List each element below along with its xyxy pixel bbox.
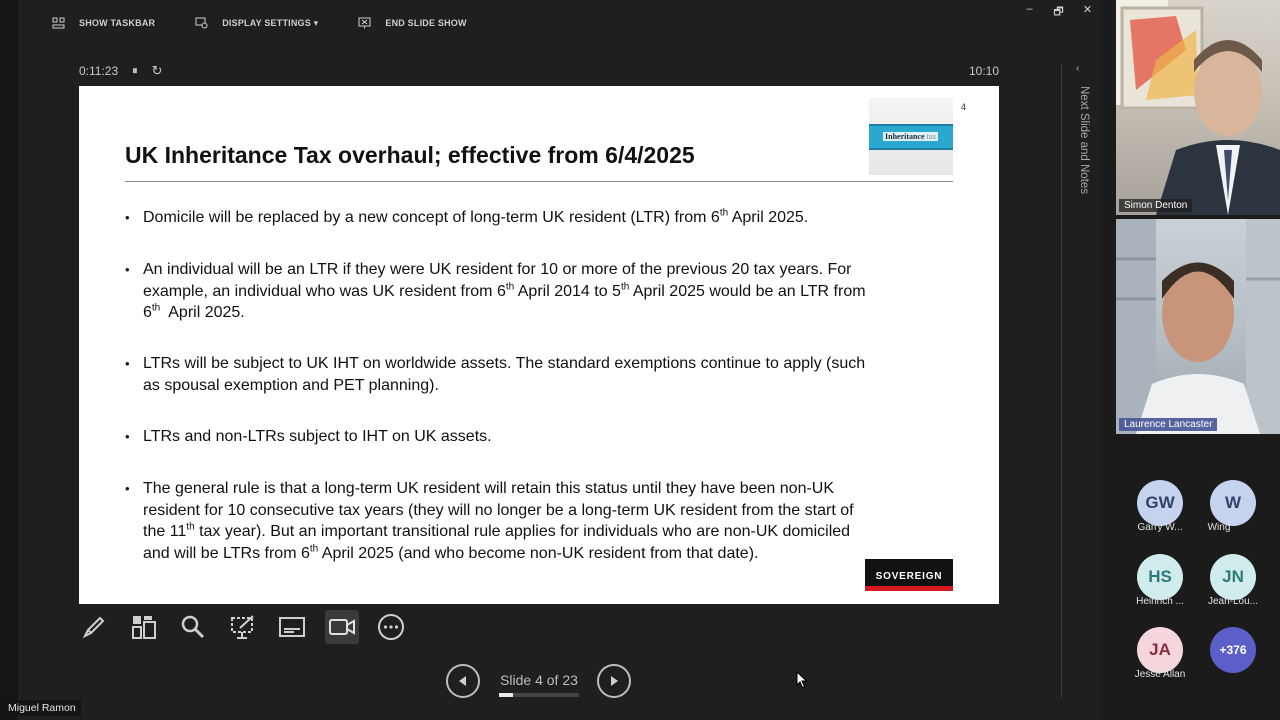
bullet-2-line-2a: example, an individual who was UK resident from 6	[143, 282, 506, 300]
close-button[interactable]: ✕	[1082, 4, 1093, 16]
subtitles-icon	[278, 613, 306, 641]
bullet-dot: •	[125, 481, 130, 496]
bullet-2-line-3a: 6	[143, 304, 152, 321]
video-tile-laurence-lancaster[interactable]	[1116, 219, 1280, 434]
avatar-w[interactable]	[1210, 480, 1256, 526]
bullet-3-line-2: as spousal exemption and PET planning).	[143, 376, 439, 394]
participants-panel	[1100, 0, 1280, 720]
pointer-options-button[interactable]	[226, 610, 260, 644]
avatar-gw[interactable]	[1137, 480, 1183, 526]
previous-slide-button[interactable]	[446, 664, 480, 698]
presenter-tools	[77, 610, 424, 644]
slide-progress-bar	[499, 693, 579, 697]
end-show-icon	[356, 16, 372, 30]
bullet-5-line-4a: and will be LTRs from 6	[143, 544, 310, 562]
display-settings-icon	[193, 16, 209, 30]
bullet-2-line-3b: April 2025.	[160, 304, 245, 321]
bullet-4-line-1: LTRs and non-LTRs subject to IHT on UK assets.	[143, 428, 492, 445]
window-controls	[1015, 3, 1102, 22]
camera-toggle-button[interactable]	[325, 610, 359, 644]
see-all-slides-button[interactable]	[127, 610, 161, 644]
slide-title: UK Inheritance Tax overhaul; effective from 6/4/2025	[125, 142, 695, 168]
taskbar-icon	[50, 16, 66, 30]
slides-grid-icon	[130, 613, 158, 641]
next-slide-and-notes-tab[interactable]: Next Slide and Notes	[1078, 86, 1090, 195]
bullet-5-sup-1: th	[186, 521, 195, 533]
bullet-5-line-3a: the 11	[143, 523, 187, 540]
avatar-initials: JA	[1149, 640, 1171, 659]
current-slide	[79, 86, 999, 604]
next-icon	[607, 674, 621, 688]
end-slide-show-label: END SLIDE SHOW	[385, 18, 467, 28]
inheritance-tax-image	[869, 98, 953, 175]
bullet-text	[143, 353, 955, 396]
avatar-name: Wing	[1207, 522, 1231, 533]
video-tile-simon-denton[interactable]	[1116, 0, 1280, 215]
pen-icon	[80, 613, 108, 641]
pause-timer-icon[interactable]: ⏸	[132, 64, 138, 77]
bullet-text	[143, 478, 955, 564]
display-settings-label: DISPLAY SETTINGS ▾	[222, 17, 319, 28]
bullet-2-sup-3: th	[151, 302, 161, 314]
bullet-text	[143, 426, 955, 448]
video-feed	[1116, 219, 1280, 434]
slide-counter[interactable]: Slide 4 of 23	[500, 672, 578, 688]
avatar-initials: HS	[1148, 567, 1172, 586]
display-settings-button[interactable]	[193, 16, 318, 30]
bullet-text	[143, 259, 955, 324]
notes-divider[interactable]	[1061, 64, 1062, 698]
bullet-2-line-2b: April 2014 to 5	[514, 282, 621, 300]
mouse-cursor-icon	[796, 671, 808, 689]
logo-text: SOVEREIGN	[875, 571, 943, 582]
timer-bar	[79, 62, 999, 80]
subtitles-button[interactable]	[275, 610, 309, 644]
avatar-name: Garry W...	[1137, 522, 1183, 533]
bullet-5-sup-2: th	[309, 543, 319, 555]
bullet-5-line-4b: April 2025 (and who become non-UK resident from that date).	[318, 544, 759, 562]
show-taskbar-button[interactable]	[50, 16, 155, 30]
bullet-dot: •	[125, 356, 130, 371]
avatar-jn[interactable]	[1210, 554, 1256, 600]
avatar-initials: GW	[1145, 493, 1175, 512]
avatar-ja[interactable]	[1137, 627, 1183, 673]
more-icon	[377, 613, 405, 641]
magnifier-icon	[179, 613, 207, 641]
more-participants-count: +376	[1219, 643, 1247, 657]
restore-button[interactable]: 🗗	[1053, 6, 1064, 18]
bullet-dot: •	[125, 262, 130, 277]
slide-number: 4	[961, 102, 967, 112]
bullet-5-line-3b: tax year). But an important transitional rule applies for individuals who are non-UK domiciled	[194, 523, 851, 540]
image-text: Inheritance	[885, 132, 925, 141]
notes-expand-icon[interactable]: ‹	[1076, 63, 1080, 74]
sovereign-logo	[865, 559, 953, 591]
bullet-2-line-2c: April 2025 would be an LTR from	[629, 282, 866, 300]
avatar-name: Heinrich ...	[1136, 596, 1184, 607]
minimize-button[interactable]: –	[1026, 3, 1033, 15]
current-time: 10:10	[968, 64, 999, 78]
title-divider	[125, 181, 953, 182]
bullet-1-sup: th	[719, 207, 729, 219]
bullet-1-text-a: Domicile will be replaced by a new concept of long-term UK resident (LTR) from 6	[143, 209, 720, 226]
presenter-toolbar	[50, 13, 505, 33]
bullet-2-sup-2: th	[620, 281, 630, 293]
more-options-button[interactable]	[374, 610, 408, 644]
more-participants-button[interactable]	[1210, 627, 1256, 673]
video-name-label: Simon Denton	[1119, 199, 1192, 212]
laser-screen-icon	[229, 613, 257, 641]
left-edge	[0, 0, 18, 720]
avatar-initials: W	[1224, 493, 1242, 512]
bullet-2-line-1: An individual will be an LTR if they were UK resident for 10 or more of the previous 20 tax years. For	[143, 261, 852, 278]
avatar-name: Jesse Allan	[1134, 669, 1186, 680]
camera-icon	[328, 613, 356, 641]
end-slide-show-button[interactable]	[356, 16, 466, 30]
reset-timer-icon[interactable]: ↻	[151, 63, 163, 78]
local-participant-name: Miguel Ramon	[3, 700, 81, 716]
bullet-2-sup-1: th	[505, 281, 515, 293]
avatar-initials: JN	[1222, 567, 1244, 586]
image-text-faded: tax	[926, 132, 937, 141]
bullet-dot: •	[125, 429, 130, 444]
bullet-text	[143, 207, 955, 229]
pen-tool-button[interactable]	[77, 610, 111, 644]
logo-red-bar	[865, 586, 953, 591]
show-taskbar-label: SHOW TASKBAR	[79, 18, 156, 28]
bullet-5-line-1: The general rule is that a long-term UK resident will retain this status until they have been non-UK	[143, 480, 835, 497]
bullet-1-text-b: April 2025.	[728, 209, 809, 226]
avatar-hs[interactable]	[1137, 554, 1183, 600]
video-feed	[1116, 0, 1280, 215]
progress-fill	[499, 693, 513, 697]
avatar-name: Jean-Lou...	[1207, 596, 1259, 607]
previous-icon	[456, 674, 470, 688]
image-tag	[883, 132, 938, 141]
bullet-dot: •	[125, 210, 130, 225]
next-slide-button[interactable]	[597, 664, 631, 698]
bullet-3-line-1: LTRs will be subject to UK IHT on worldwide assets. The standard exemptions continue to apply (such	[143, 355, 866, 372]
video-name-label: Laurence Lancaster	[1119, 418, 1217, 431]
elapsed-timer: 0:11:23	[79, 64, 119, 78]
zoom-button[interactable]	[176, 610, 210, 644]
bullet-5-line-2: resident for 10 consecutive tax years (they will no longer be a long-term UK resident from the start of	[143, 501, 854, 519]
